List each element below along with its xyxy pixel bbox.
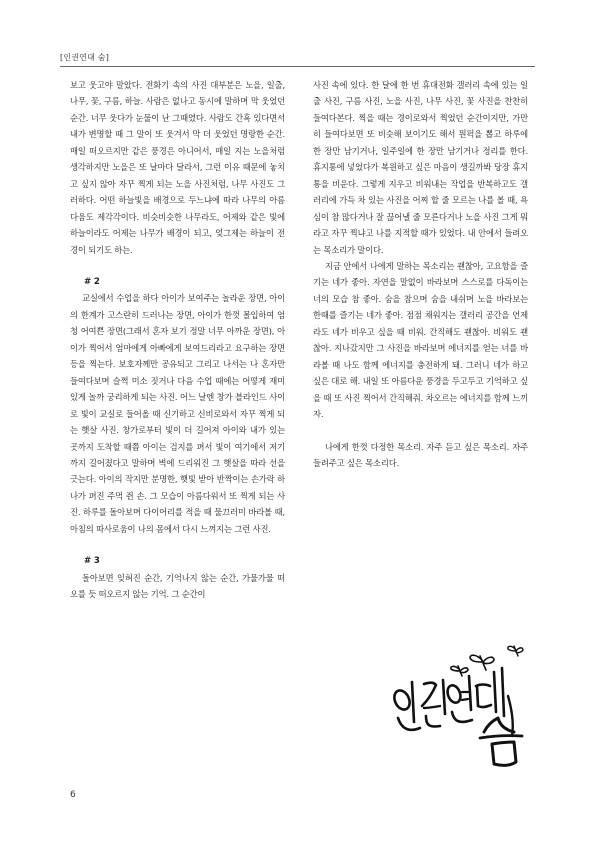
section-3-paragraph: 돌아보면 잊혀진 순간, 기억나지 않는 순간, 가물가물 떠오를 듯 떠오르지 않는 기억. 그 순간이 xyxy=(70,572,285,600)
logo-stroke xyxy=(391,688,412,712)
header-title: [인권연대 숨] xyxy=(60,53,110,62)
logo-stroke xyxy=(412,682,414,722)
logo-stroke xyxy=(422,683,436,706)
logo-stroke xyxy=(424,706,440,708)
header-rule xyxy=(60,66,535,67)
logo-stroke xyxy=(476,685,491,708)
logo-stroke xyxy=(469,676,471,710)
logo-stroke xyxy=(452,712,472,722)
right-paragraph-3: 나에게 한껏 다정한 목소리. 자주 듣고 싶은 목소리. 자주 들려주고 싶은 목소리다. xyxy=(313,441,528,468)
dragonfly-2 xyxy=(451,666,468,676)
logo-stroke xyxy=(445,683,462,704)
logo-stroke xyxy=(426,716,440,727)
right-paragraph-2: 지금 안에서 나에게 말하는 목소리는 괜찮아, 고요함을 즐기는 네가 좋아. 자연을 말없이 바라보며 스스로를 다독이는 너의 모습 참 좋아. 숨을 참으며 숨을 내쉬며 노을 바라보는 한때를 즐기는 네가 좋아. 점점 채워지는 갤러리 공간을 언제라도 네가 비우고 싶을 때 비워. 간직해도 괜찮아. 비워도 괜찮아. 지나갔지만 그 사진을 바라보며 에너지를 얻는 너를 바라볼 때 나도 함께 에너지를 충전하게 돼. 그러니 네가 하고 싶은 대로 해. 내일 또 아름다운 풍경을 두고두고 기억하고 싶을 때 또 사진 찍어서 간직해줘. 차오르는 에너지를 함께 느끼자. xyxy=(313,260,528,420)
right-column xyxy=(313,77,528,471)
logo-stroke xyxy=(480,736,522,738)
dragonfly-1 xyxy=(470,655,494,670)
section-3-heading: # 3 xyxy=(84,556,100,567)
section-2-heading: # 2 xyxy=(84,276,100,287)
logo-stroke xyxy=(398,718,420,730)
right-paragraph-1: 사진 속에 있다. 한 달에 한 번 휴대전화 갤러리 속에 있는 일출 사진, 구름 사진, 노을 사진, 나무 사진, 꽃 사진을 찬찬히 들여다본다. 찍을 때는 경이로와서 찍었던 순간이지만, 가만히 들여다보면 또 비슷해 보이기도 해서 뭔퍽을 뽑고 하루에 한 장만 남기거나, 일주일에 한 장만 남기거나 정리를 한다. 휴지통에 넣었다가 복원하고 싶은 마음이 생길까봐 당장 휴지통을 비운다. 그렇게 지우고 비워내는 작업을 반복하고도 갤러리에 가득 차 있는 사진을 어찌 할 줄 모르는 나를 볼 때, 욕심이 참 많다거나 잘 끊어낼 줄 모른다거나 노을 사진 그게 뭐라고 자꾸 찍냐고 나를 지적할 때가 있었다. 내 안에서 들려오는 목소리가 말이다. xyxy=(313,80,528,255)
page-number: 6 xyxy=(70,790,76,800)
calligraphy-logo xyxy=(388,636,538,776)
intro-paragraph: 보고 웃고야 말았다. 전화기 속의 사진 대부분은 노을, 일출, 나무, 꽃, 구름, 하늘. 사람은 없나고 동시에 말하며 막 웃었던 순간. 너무 웃다가 눈물이 난 그때였다. 사람도 간혹 있다면서 내가 변명할 때 그 말이 또 웃겨서 막 더 웃었던 명랑한 순간. 매일 떠오르지만 같은 풍경은 아니어서, 매일 지는 노을처럼 생각하지만 노을은 또 날마다 달라서, 그런 이유 때문에 놓치고 싶지 않아 자꾸 찍게 되는 노을 사진처럼, 나무 사진도 그러하다. 어떤 하늘빛을 배경으로 두느냐에 따라 나무의 아름다움도 제각각이다. 비슷비슷한 나무라도, 어제와 같은 빛에 하늘이라도 어제는 나무가 배경이 되고, 엊그제는 하늘이 전경이 되기도 하는. xyxy=(70,80,285,255)
running-header xyxy=(60,50,535,70)
logo-stroke xyxy=(492,742,516,765)
logo-stroke xyxy=(443,680,445,714)
logo-stroke xyxy=(484,718,514,732)
left-column xyxy=(70,77,285,603)
dragonfly-3 xyxy=(508,646,523,656)
logo-stroke xyxy=(462,692,468,700)
logo-stroke xyxy=(494,668,504,716)
section-2-paragraph: 교실에서 수업을 하다 아이가 보여주는 놀라운 장면, 아이의 한계가 고스란히 드러나는 장면, 아이가 한껏 몰입하여 엄청 어여쁜 장면(그래서 혼자 보기 정말 너무 아까운 장면), 아이가 찍어서 엄마에게 아빠에게 보여드리라고 요구하는 장면 등을 찍는다. 보호자께만 공유되고 그리고 나서는 나 혼자만 들여다보며 슬쩍 미소 짓거나 다음 수업 때에는 어떻게 재미있게 놀까 궁리하게 되는 사진. 어느 날엔 창가 블라인드 사이로 빛이 교실로 들어올 때 신기하고 신비로와서 자꾸 찍게 되는 햇살 사진. 창가로부터 빛이 더 길어져 아이와 내가 있는 곳까지 도착할 때쯤 아이는 검지를 펴서 빛이 여기에서 저기까지 길어졌다고 말하며 벽에 드리워진 그 햇살을 따라 선을 긋는다. 아이의 작지만 분명한, 햇빛 받아 반짝이는 손가락 하나가 펴진 주먹 쥔 손. 그 모습이 아름다워서 또 찍게 되는 사진. 하루를 돌아보며 다이어리를 적을 때 물끄러미 바라볼 때, 아침의 따사로움이 나의 몸에서 다시 느껴지는 그런 사진. xyxy=(70,293,285,534)
